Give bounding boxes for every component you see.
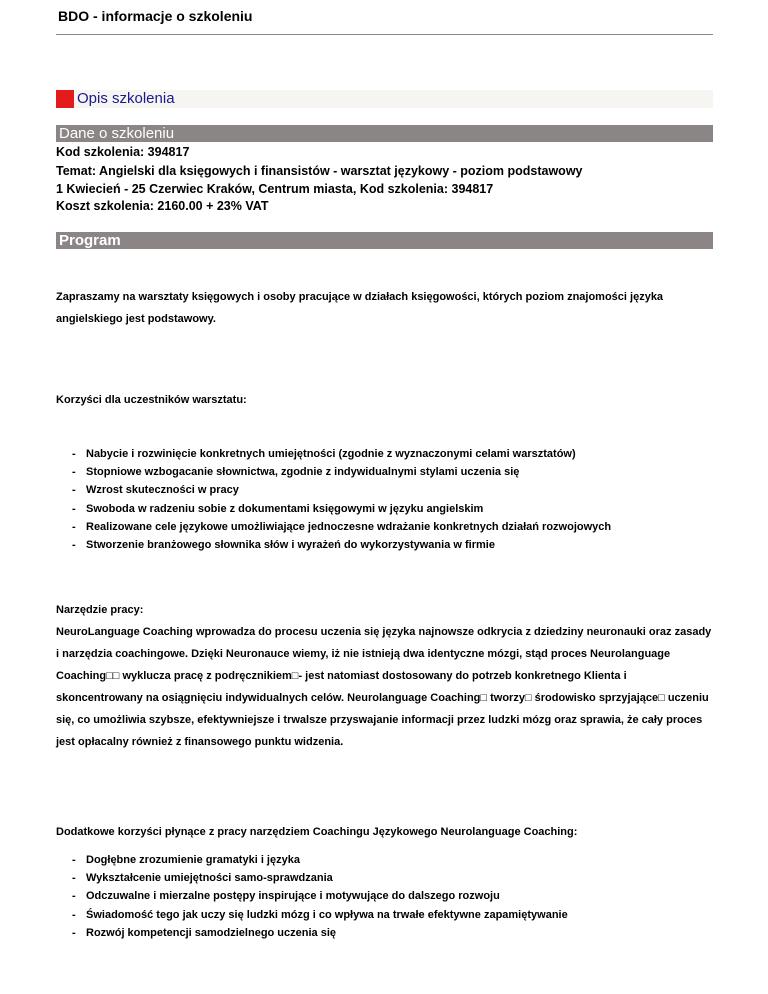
info-course-topic: Temat: Angielski dla księgowych i finansistów - warsztat językowy - poziom podstawowy <box>56 164 583 178</box>
dane-section-title: Dane o szkoleniu <box>59 125 175 142</box>
extra-benefits-list <box>56 851 713 942</box>
list-item: - Świadomość tego jak uczy się ludzki mózg i co wpływa na trwałe efektywne zapamiętywanie <box>56 906 713 924</box>
extra-benefits-heading: Dodatkowe korzyści płynące z pracy narzędziem Coachingu Językowego Neurolanguage Coaching: <box>56 826 578 838</box>
bullet-dash: - <box>72 854 76 866</box>
bullet-dash: - <box>72 502 76 515</box>
list-item: - Stworzenie branżowego słownika słów i wyrażeń do wykorzystywania w firmie <box>56 536 713 554</box>
info-course-code: Kod szkolenia: 394817 <box>56 145 190 159</box>
bullet-dash: - <box>72 890 76 903</box>
info-course-dates: 1 Kwiecień - 25 Czerwiec Kraków, Centrum miasta, Kod szkolenia: 394817 <box>56 182 494 196</box>
bullet-dash: - <box>72 448 76 460</box>
header-divider <box>56 34 713 35</box>
list-item: - Realizowane cele językowe umożliwiające jednoczesne wdrażanie konkretnych działań rozwojowych <box>56 518 713 536</box>
program-section-bar <box>56 232 713 249</box>
opis-section-bar <box>56 90 713 108</box>
benefits-heading: Korzyści dla uczestników warsztatu: <box>56 394 247 406</box>
list-item: - Stopniowe wzbogacanie słownictwa, zgodnie z indywidualnymi stylami uczenia się <box>56 463 713 481</box>
dane-section-bar <box>56 125 713 142</box>
list-item: - Nabycie i rozwinięcie konkretnych umiejętności (zgodnie z wyznaczonymi celami warsztatów) <box>56 445 713 463</box>
info-course-cost: Koszt szkolenia: 2160.00 + 23% VAT <box>56 199 269 213</box>
bullet-dash: - <box>72 872 76 885</box>
red-square-icon <box>56 90 74 108</box>
tool-heading: Narzędzie pracy: <box>56 604 144 616</box>
page-header-title: BDO - informacje o szkoleniu <box>58 8 253 24</box>
list-item: - Rozwój kompetencji samodzielnego uczenia się <box>56 924 713 942</box>
opis-section-title: Opis szkolenia <box>77 90 175 107</box>
tool-description: NeuroLanguage Coaching wprowadza do procesu uczenia się języka najnowsze odkrycia z dziedziny neuronauki oraz zasady i narzędzia coachingowe. Dzięki Neuronauce wiemy, iż nie istnieją dwa identyczne mózgi, stąd proces Neurolanguage Coaching□□ wyklucza pracę z podręcznikiem□- jest natomiast dostosowany do potrzeb konkretnego Klienta i skoncentrowany na osiągnięciu indywidualnych celów. Neurolanguage Coaching□ tworzy□ środowisko sprzyjające□ uczeniu się, co umożliwia szybsze, efektywniejsze i trwalsze przyswajanie informacji przez ludzki mózg oraz sprawia, że cały proces jest opłacalny również z finansowego punktu widzenia. <box>56 626 712 748</box>
list-item: - Wykształcenie umiejętności samo-sprawdzania <box>56 869 713 887</box>
program-section-title: Program <box>59 232 121 249</box>
bullet-dash: - <box>72 539 76 552</box>
list-item: - Swoboda w radzeniu sobie z dokumentami księgowymi w języku angielskim <box>56 500 713 518</box>
bullet-dash: - <box>72 926 76 939</box>
bullet-dash: - <box>72 466 76 479</box>
bullet-dash: - <box>72 484 76 497</box>
list-item: - Wzrost skuteczności w pracy <box>56 481 713 499</box>
list-item: - Odczuwalne i mierzalne postępy inspirujące i motywujące do dalszego rozwoju <box>56 887 713 905</box>
list-item: - Dogłębne zrozumienie gramatyki i języka <box>56 851 713 869</box>
program-intro: Zapraszamy na warsztaty księgowych i osoby pracujące w działach księgowości, których poziom znajomości języka angielskiego jest podstawowy. <box>56 291 664 325</box>
bullet-dash: - <box>72 908 76 921</box>
benefits-list <box>56 445 713 554</box>
bullet-dash: - <box>72 520 76 533</box>
